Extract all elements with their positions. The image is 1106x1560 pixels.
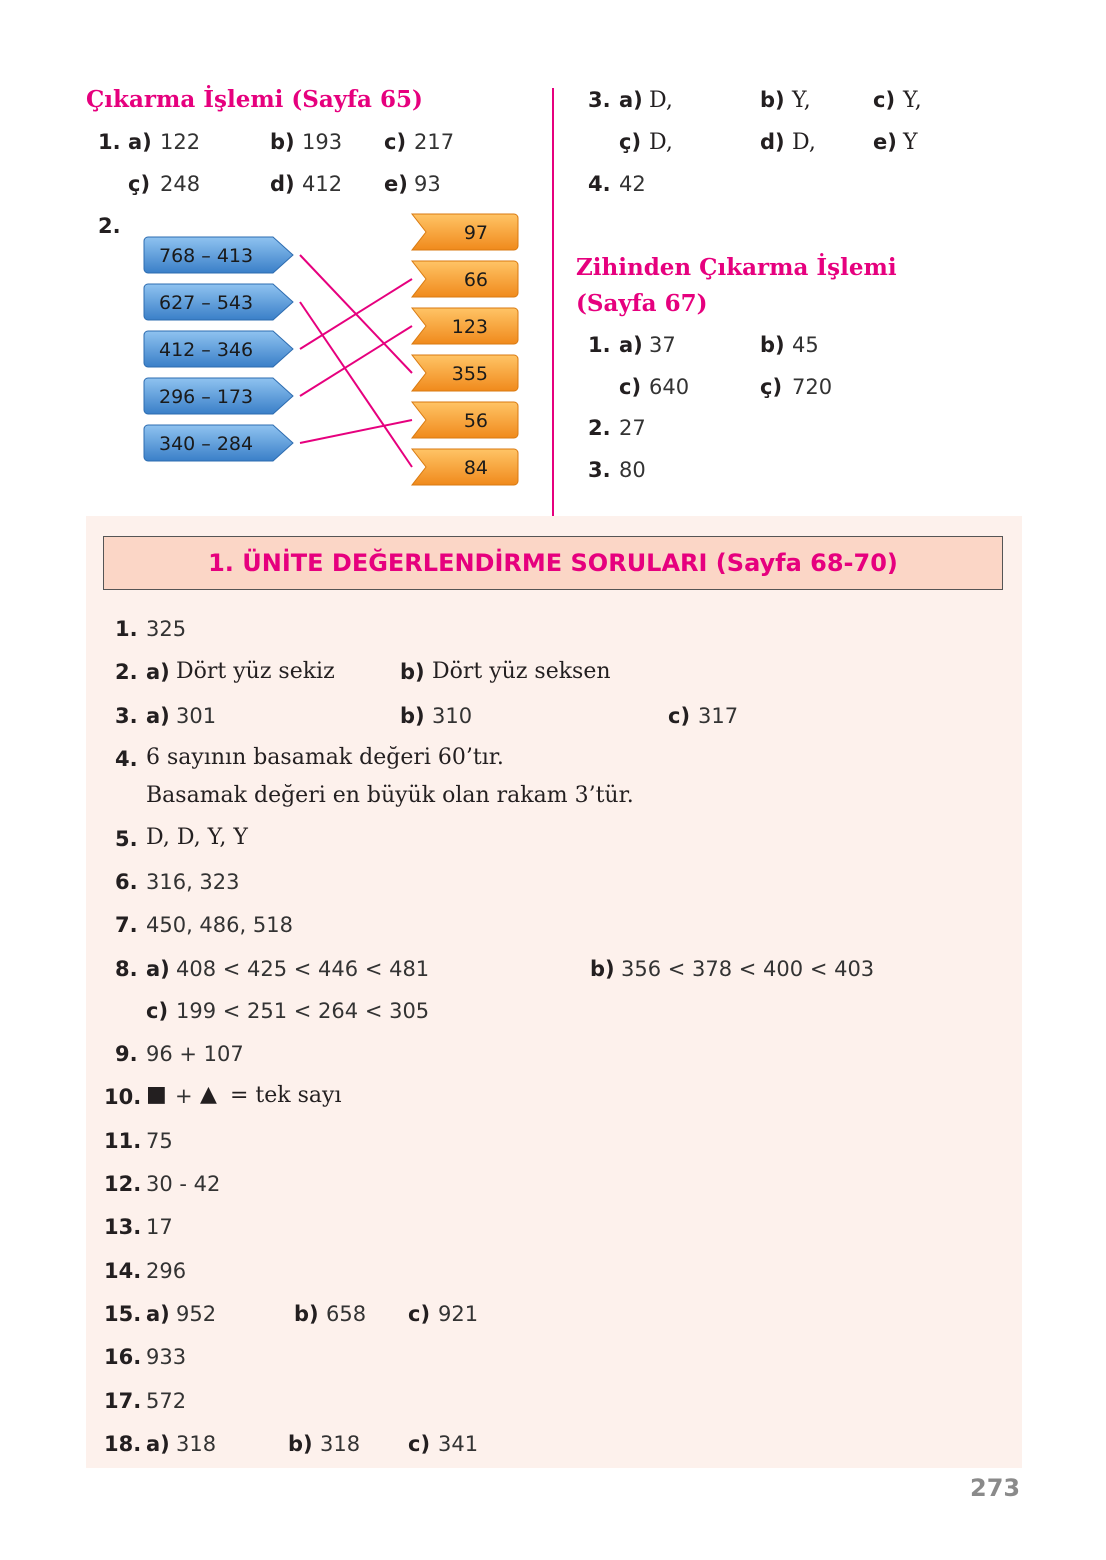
option-label: b) (294, 1302, 319, 1326)
option-label: ç) (128, 172, 151, 196)
question-number: 2. (115, 660, 138, 684)
option-value: 640 (649, 375, 690, 399)
option-value: 318 (176, 1432, 217, 1456)
column-divider (552, 88, 554, 516)
option-value: Dört yüz sekiz (176, 659, 335, 684)
option-value: 37 (649, 333, 676, 357)
option-label: b) (270, 130, 295, 154)
question-number: 6. (115, 870, 138, 894)
option-value: 720 (792, 375, 833, 399)
option-value: 356 < 378 < 400 < 403 (621, 957, 875, 981)
option-label: a) (128, 130, 152, 154)
option-label: b) (760, 333, 785, 357)
answer-line: 6 sayının basamak değeri 60’tır. (146, 745, 504, 770)
expression-arrow (144, 331, 293, 367)
result-label: 84 (463, 457, 488, 479)
answer-value: 296 (146, 1259, 187, 1283)
expression-label: 340 – 284 (159, 433, 254, 455)
option-label: a) (619, 88, 643, 112)
question-number: 15. (104, 1302, 142, 1326)
result-arrow (412, 402, 518, 438)
option-value: Y, (792, 88, 811, 113)
answer-value: 42 (619, 172, 646, 196)
expression-label: 627 – 543 (159, 292, 254, 314)
expression-arrow (144, 284, 293, 320)
expression-label: 412 – 346 (159, 339, 254, 361)
result-arrow (412, 261, 518, 297)
expression-label: 768 – 413 (159, 245, 254, 267)
answer-value: 325 (146, 617, 187, 641)
answer-line: Basamak değeri en büyük olan rakam 3’tür. (146, 783, 634, 808)
expression-label: 296 – 173 (159, 386, 254, 408)
question-number: 1. (588, 333, 611, 357)
option-label: d) (270, 172, 295, 196)
option-value: D, (792, 130, 816, 155)
triangle-symbol: ▲ (200, 1082, 217, 1107)
answer-value: 316, 323 (146, 870, 240, 894)
question-number: 9. (115, 1042, 138, 1066)
evaluation-title: 1. ÜNİTE DEĞERLENDİRME SORULARI (Sayfa 68-70) (208, 549, 898, 577)
option-value: Dört yüz seksen (432, 659, 611, 684)
expression-arrow (144, 237, 293, 273)
option-value: 93 (414, 172, 441, 196)
answer-value: 933 (146, 1345, 187, 1369)
question-number: 5. (115, 827, 138, 851)
option-value: 217 (414, 130, 455, 154)
option-value: 412 (302, 172, 343, 196)
option-label: e) (873, 130, 897, 154)
option-value: 310 (432, 704, 473, 728)
answer-value: = tek sayı (230, 1083, 342, 1108)
match-line (300, 279, 412, 349)
question-number: 12. (104, 1172, 142, 1196)
result-label: 56 (463, 410, 488, 432)
question-number: 13. (104, 1215, 142, 1239)
question-number: 8. (115, 957, 138, 981)
answer-value: 30 - 42 (146, 1172, 221, 1196)
option-label: b) (288, 1432, 313, 1456)
option-label: a) (619, 333, 643, 357)
question-number: 3. (115, 704, 138, 728)
option-value: 921 (438, 1302, 479, 1326)
option-value: 199 < 251 < 264 < 305 (176, 999, 430, 1023)
result-label: 97 (463, 222, 488, 244)
option-value: Y, (903, 88, 922, 113)
match-line (300, 420, 412, 443)
answer-value: 17 (146, 1215, 173, 1239)
question-number: 1. (98, 130, 121, 154)
option-value: 317 (698, 704, 739, 728)
result-arrow (412, 449, 518, 485)
option-label: b) (400, 660, 425, 684)
question-number: 16. (104, 1345, 142, 1369)
plus-sign: + (175, 1084, 193, 1108)
option-value: 952 (176, 1302, 217, 1326)
result-label: 123 (451, 316, 488, 338)
question-number: 4. (115, 747, 138, 771)
result-label: 355 (451, 363, 488, 385)
section-title-zihinden: Zihinden Çıkarma İşlemi (576, 254, 897, 281)
question-number: 1. (115, 617, 138, 641)
option-label: d) (760, 130, 785, 154)
answer-value: D, D, Y, Y (146, 825, 248, 850)
answer-value: 75 (146, 1129, 173, 1153)
option-label: c) (384, 130, 407, 154)
option-label: c) (619, 375, 642, 399)
answer-value: 450, 486, 518 (146, 913, 293, 937)
option-value: 122 (160, 130, 201, 154)
result-arrow (412, 214, 518, 250)
option-label: a) (146, 1432, 170, 1456)
evaluation-title-box (103, 536, 1003, 590)
question-number: 2. (98, 214, 121, 238)
option-value: 318 (320, 1432, 361, 1456)
result-arrow (412, 308, 518, 344)
option-value: D, (649, 130, 673, 155)
answer-value: 80 (619, 458, 646, 482)
question-number: 17. (104, 1389, 142, 1413)
question-number: 11. (104, 1129, 142, 1153)
option-value: 193 (302, 130, 343, 154)
option-value: 658 (326, 1302, 367, 1326)
option-label: c) (873, 88, 896, 112)
option-label: a) (146, 957, 170, 981)
page-number: 273 (970, 1474, 1021, 1502)
option-value: Y (903, 130, 918, 155)
option-label: c) (668, 704, 691, 728)
question-number: 10. (104, 1085, 142, 1109)
option-label: a) (146, 660, 170, 684)
option-value: 301 (176, 704, 217, 728)
option-value: D, (649, 88, 673, 113)
question-number: 2. (588, 416, 611, 440)
question-number: 14. (104, 1259, 142, 1283)
result-label: 66 (463, 269, 488, 291)
option-value: 341 (438, 1432, 479, 1456)
option-label: ç) (619, 130, 642, 154)
option-label: b) (760, 88, 785, 112)
option-value: 248 (160, 172, 201, 196)
option-label: a) (146, 1302, 170, 1326)
section-title-page: (Sayfa 67) (576, 290, 708, 317)
question-number: 18. (104, 1432, 142, 1456)
option-value: 408 < 425 < 446 < 481 (176, 957, 430, 981)
matching-diagram (140, 205, 540, 505)
expression-arrow (144, 425, 293, 461)
answer-value: 96 + 107 (146, 1042, 244, 1066)
option-label: e) (384, 172, 408, 196)
option-label: ç) (760, 375, 783, 399)
question-number: 7. (115, 913, 138, 937)
option-label: a) (146, 704, 170, 728)
result-arrow (412, 355, 518, 391)
expression-arrow (144, 378, 293, 414)
option-label: c) (408, 1432, 431, 1456)
question-number: 4. (588, 172, 611, 196)
square-symbol: ■ (146, 1082, 167, 1107)
option-label: b) (400, 704, 425, 728)
option-label: c) (408, 1302, 431, 1326)
option-value: 45 (792, 333, 819, 357)
answer-value: 572 (146, 1389, 187, 1413)
answer-value: 27 (619, 416, 646, 440)
section-title-cikarma: Çıkarma İşlemi (Sayfa 65) (86, 86, 423, 113)
option-label: b) (590, 957, 615, 981)
option-label: c) (146, 999, 169, 1023)
question-number: 3. (588, 88, 611, 112)
question-number: 3. (588, 458, 611, 482)
